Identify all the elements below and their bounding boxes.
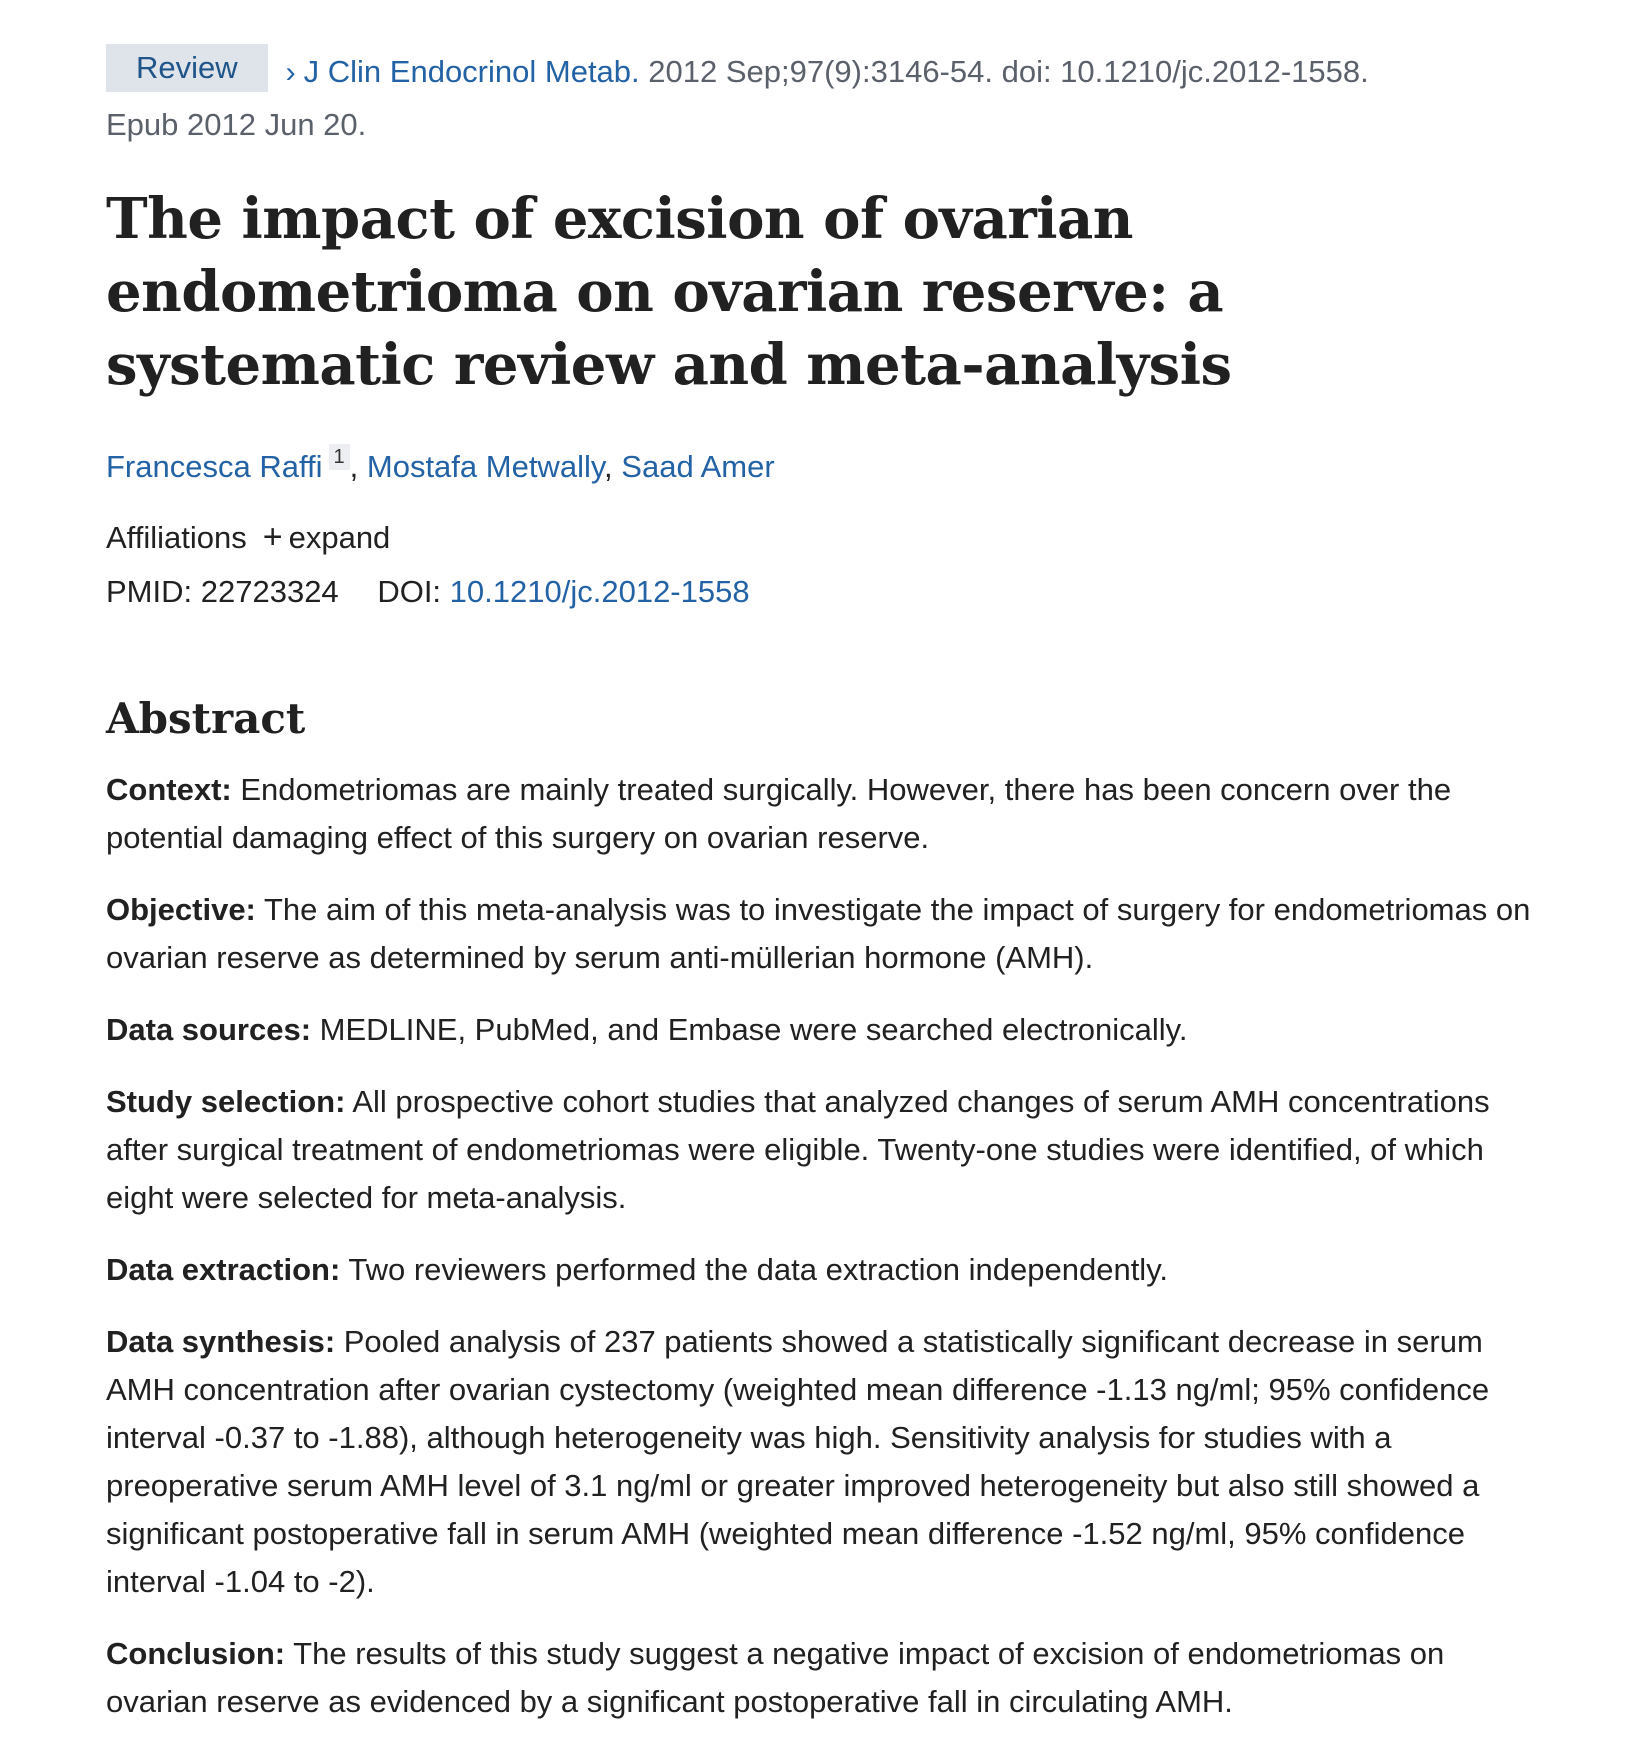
epub-date: Epub 2012 Jun 20. xyxy=(106,107,367,142)
section-label: Objective: xyxy=(106,892,256,927)
abstract-section-context xyxy=(106,766,1546,862)
abstract-section-data-extraction xyxy=(106,1246,1546,1294)
section-label: Study selection: xyxy=(106,1084,346,1119)
affiliation-ref[interactable]: 1 xyxy=(329,444,350,470)
doi-label: DOI: xyxy=(377,574,442,609)
review-badge: Review xyxy=(106,44,268,92)
section-text: Pooled analysis of 237 patients showed a statistically significant decrease in serum AMH concentration after ovarian cystectomy (weighted mean difference -1.13 ng/ml; 95% confidence interval -0.37 to -1.88), although heterogeneity was high. Sensitivity analysis for studies with a preoperative serum AMH level of 3.1 ng/ml or greater improved heterogeneity but also still showed a significant postoperative fall in serum AMH (weighted mean difference -1.52 ng/ml, 95% confidence interval -1.04 to -2). xyxy=(106,1324,1490,1599)
author-list xyxy=(106,444,1546,489)
abstract-section-study-selection xyxy=(106,1078,1546,1222)
identifiers-row xyxy=(106,570,1546,614)
pmid-label: PMID: xyxy=(106,574,193,609)
citation-text: 2012 Sep;97(9):3146-54. doi: 10.1210/jc.2012-1558. xyxy=(639,54,1369,89)
pmid-value: 22723324 xyxy=(200,574,339,609)
section-label: Conclusion: xyxy=(106,1636,286,1671)
author-separator: , xyxy=(349,449,367,484)
author-separator: , xyxy=(604,449,622,484)
doi-link[interactable]: 10.1210/jc.2012-1558 xyxy=(449,574,750,609)
section-label: Data extraction: xyxy=(106,1252,341,1287)
section-label: Data sources: xyxy=(106,1012,312,1047)
section-text: Two reviewers performed the data extraction independently. xyxy=(340,1252,1169,1287)
journal-link[interactable]: J Clin Endocrinol Metab. xyxy=(303,54,640,89)
author-link[interactable]: Francesca Raffi xyxy=(106,449,323,484)
author-link[interactable]: Mostafa Metwally xyxy=(366,449,605,484)
section-text: Endometriomas are mainly treated surgically. However, there has been concern over the potential damaging effect of this surgery on ovarian reserve. xyxy=(106,772,1452,855)
chevron-right-icon: › xyxy=(285,56,296,89)
section-text: MEDLINE, PubMed, and Embase were searched electronically. xyxy=(311,1012,1188,1047)
affiliations-label: Affiliations xyxy=(106,520,247,555)
expand-label: expand xyxy=(288,520,391,555)
section-text: All prospective cohort studies that analyzed changes of serum AMH concentrations after surgical treatment of endometriomas were eligible. Twenty-one studies were identified, of which eight were selected for meta-analysis. xyxy=(106,1084,1490,1215)
abstract-section-data-sources xyxy=(106,1006,1546,1054)
section-text: The aim of this meta-analysis was to investigate the impact of surgery for endometriomas on ovarian reserve as determined by serum anti-müllerian hormone (AMH). xyxy=(106,892,1531,975)
section-label: Data synthesis: xyxy=(106,1324,336,1359)
abstract-heading: Abstract xyxy=(106,694,306,743)
article-page xyxy=(106,44,1546,1750)
article-title: The impact of excision of ovarian endometrioma on ovarian reserve: a systematic review and meta-analysis xyxy=(106,186,1232,398)
section-label: Context: xyxy=(106,772,232,807)
author-link[interactable]: Saad Amer xyxy=(621,449,775,484)
abstract-section-conclusion xyxy=(106,1630,1546,1726)
abstract-body xyxy=(106,766,1546,1726)
plus-icon: + xyxy=(262,518,283,556)
affiliations-row xyxy=(106,515,1546,560)
abstract-section-objective xyxy=(106,886,1546,982)
abstract-section-data-synthesis xyxy=(106,1318,1546,1606)
citation-line xyxy=(106,44,1546,101)
section-text: The results of this study suggest a negative impact of excision of endometriomas on ovarian reserve as evidenced by a significant postoperative fall in circulating AMH. xyxy=(106,1636,1445,1719)
expand-affiliations-button[interactable] xyxy=(263,520,391,555)
